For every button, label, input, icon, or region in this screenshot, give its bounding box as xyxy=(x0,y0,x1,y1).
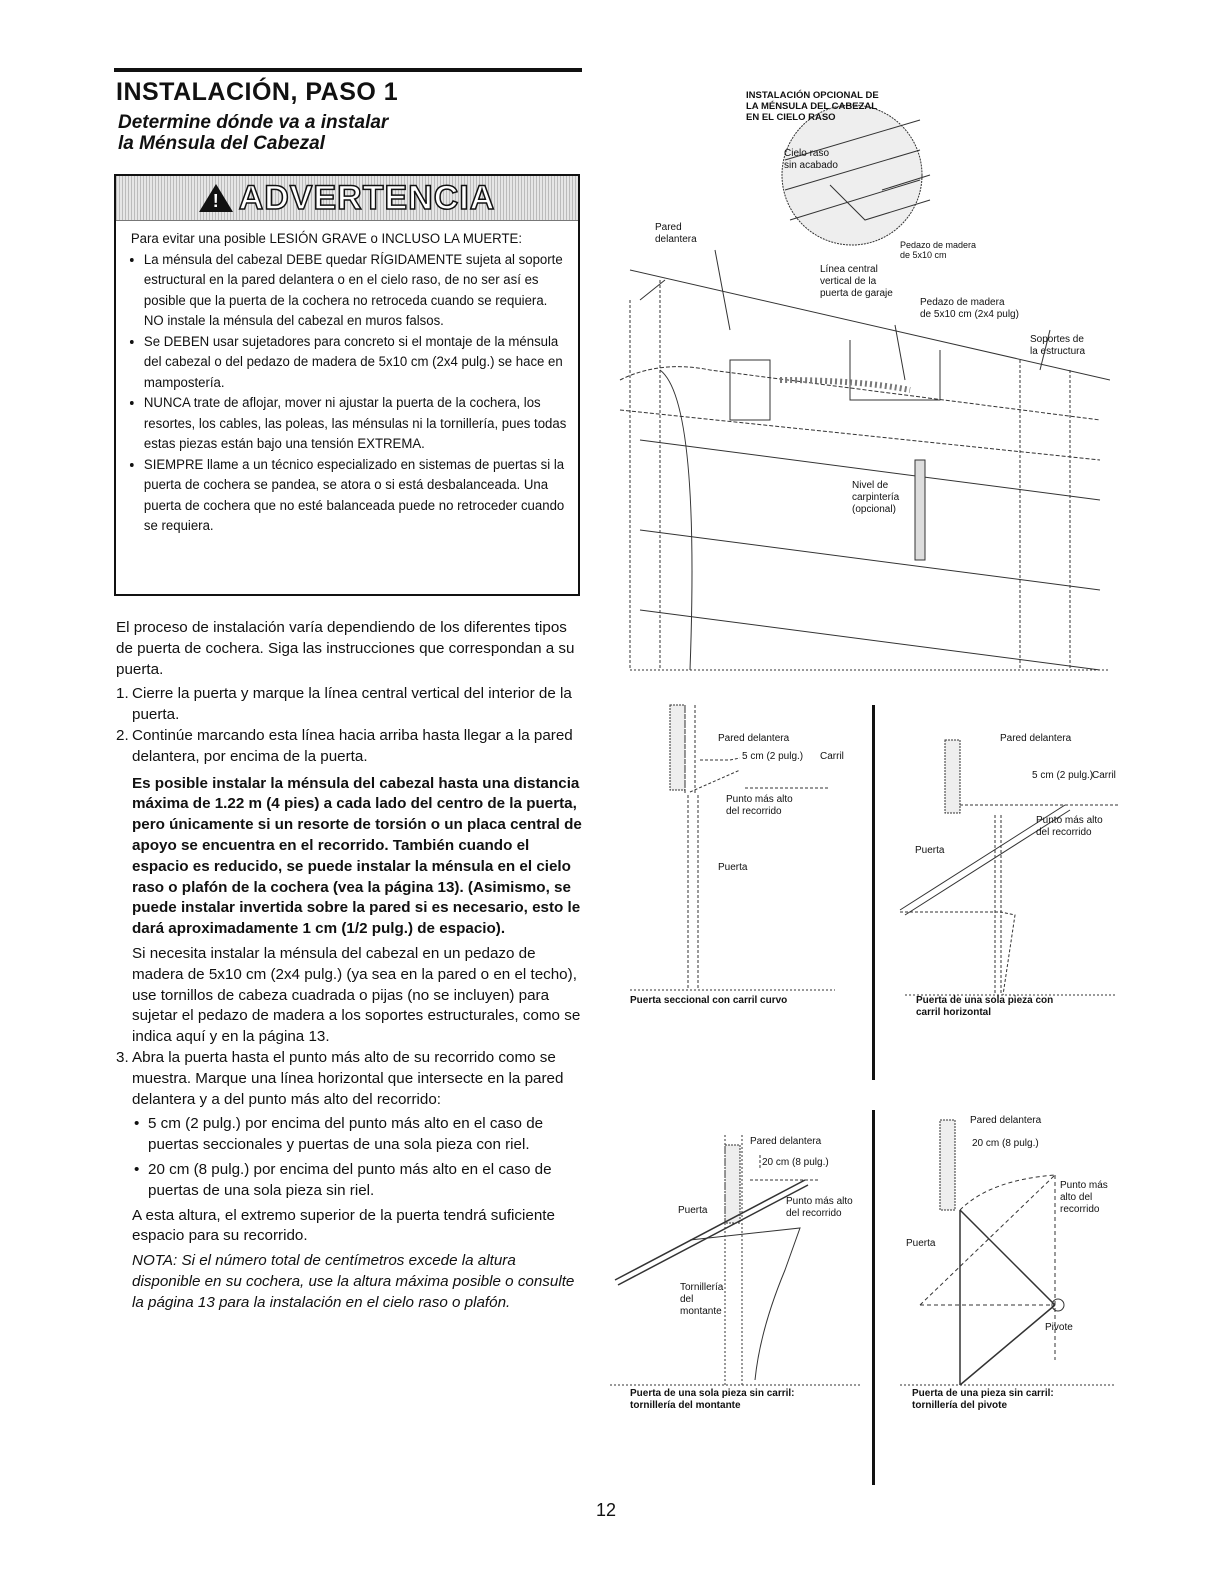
sectional-door-diagram xyxy=(620,700,860,1000)
label-puerta: Puerta xyxy=(906,1238,936,1249)
step-number: 2. xyxy=(116,726,129,744)
step-number: 3. xyxy=(116,1048,129,1066)
step-text: Continúe marcando esta línea hacia arriba hasta llegar a la pared delantera, por encima de la puerta. xyxy=(132,726,573,765)
label-line: Punto más alto xyxy=(726,794,793,805)
bullet: • xyxy=(134,1115,140,1133)
label-line: tornillería del pivote xyxy=(912,1400,1008,1411)
figure-divider xyxy=(872,705,875,1080)
label-line: Soportes de xyxy=(1030,334,1084,345)
warning-item: • La ménsula del cabezal DEBE quedar RÍGIDAMENTE sujeta al soporte estructural en la pared delantera o en el cielo raso, de no ser así es posible que la puerta de la cochera no retroceda cuando se requiera. NO instale la ménsula del cabezal en muros falsos. xyxy=(144,250,568,332)
bullet-item xyxy=(116,1114,586,1156)
label-line: Pedazo de madera xyxy=(900,240,977,250)
label-punto xyxy=(786,1196,853,1220)
page-title: INSTALACIÓN, PASO 1 xyxy=(116,78,399,106)
label-line: Cielo raso xyxy=(784,148,830,159)
subtitle-line: la Ménsula del Cabezal xyxy=(118,133,325,154)
step-text: Abra la puerta hasta el punto más alto de su recorrido como se muestra. Marque una línea horizontal que intersecte en la pared delantera y a del punto más alto del recorrido: xyxy=(132,1048,564,1108)
label-line: Pedazo de madera xyxy=(920,297,1005,308)
label-line: recorrido xyxy=(1060,1204,1100,1215)
label-tornilleria xyxy=(680,1282,723,1318)
label-line: Puerta de una sola pieza sin carril: xyxy=(630,1388,795,1399)
label-line: sin acabado xyxy=(784,160,838,171)
step-2-extra: Si necesita instalar la ménsula del cabezal en un pedazo de madera de 5x10 cm (2x4 pulg.) (ya sea en la pared o en el techo), use tornillos de cabeza cuadrada o pijas (no se incluyen) para sujetar el pedazo de madera a los soportes estructurales, como se indica aquí y en la página 13. xyxy=(132,944,581,1046)
warning-box xyxy=(114,174,580,596)
inset-title xyxy=(746,90,879,123)
label-cielo-raso xyxy=(784,148,838,172)
label-line: la estructura xyxy=(1030,346,1086,357)
label-inset-wood xyxy=(900,240,976,260)
warning-list xyxy=(131,250,568,537)
label-line: de 5x10 cm xyxy=(900,250,947,260)
page-subtitle xyxy=(118,112,388,154)
warning-item: • SIEMPRE llame a un técnico especializado en sistemas de puertas si la puerta de cochera se pandea, se atora o si está desbalanceada. Una puerta de cochera que no esté balanceada puede no retroceder cuando se requiera. xyxy=(144,455,568,537)
label-line: puerta de garaje xyxy=(820,288,893,299)
warning-body xyxy=(116,221,581,537)
label-distance: 5 cm (2 pulg.) xyxy=(742,751,804,762)
warning-header xyxy=(116,176,578,221)
garage-door-illustration xyxy=(600,80,1110,680)
step-2-bold-note: Es posible instalar la ménsula del cabezal hasta una distancia máxima de 1.22 m (4 pies) a cada lado del centro de la puerta, pero únicamente si un resorte de torsión o un placa central de apoyo se encuentra en el recorrido. También cuando el espacio es reducido, se puede instalar la ménsula en el cielo raso o plafón de la cochera (vea la página 13). (Asimismo, se puede instalar invertida sobre la pared si es necesario, esto le dará aproximadamente 1 cm (1/2 pulg.) de espacio). xyxy=(132,774,582,938)
label-line: Puerta de una pieza sin carril: xyxy=(912,1388,1054,1399)
label-pivote: Pivote xyxy=(1045,1322,1073,1333)
step-1 xyxy=(116,684,586,726)
label-pared: Pared delantera xyxy=(750,1136,822,1147)
warning-intro: Para evitar una posible LESIÓN GRAVE o INCLUSO LA MUERTE: xyxy=(130,231,522,247)
label-line: Punto más alto xyxy=(1036,815,1103,826)
warning-triangle-icon xyxy=(199,184,233,212)
label-pedazo-madera xyxy=(920,297,1019,321)
one-piece-pivot-diagram xyxy=(900,1110,1115,1390)
label-line: del xyxy=(680,1294,694,1305)
one-piece-jamb-diagram xyxy=(610,1130,860,1390)
figure-caption xyxy=(630,1388,795,1412)
label-punto xyxy=(1060,1180,1108,1216)
figure-divider xyxy=(872,1110,875,1485)
label-pared: Pared delantera xyxy=(718,733,790,744)
label-pared xyxy=(655,222,697,246)
label-line: Nivel de xyxy=(852,480,889,491)
intro-paragraph: El proceso de instalación varía dependiendo de los diferentes tipos de puerta de cochera. Siga las instrucciones que correspondan a su puerta. xyxy=(116,619,575,678)
note: NOTA: Si el número total de centímetros excede la altura disponible en su cochera, use la altura máxima posible o consulte la página 13 para la instalación en el cielo raso o plafón. xyxy=(132,1252,575,1311)
warning-item: • Se DEBEN usar sujetadores para concreto si el montaje de la ménsula del cabezal o del pedazo de madera de 5x10 cm (2x4 pulg.) se hace en mampostería. xyxy=(144,332,568,394)
label-distance: 20 cm (8 pulg.) xyxy=(972,1138,1039,1149)
label-puerta: Puerta xyxy=(718,862,748,873)
figure-caption xyxy=(912,1388,1054,1412)
subtitle-line: Determine dónde va a instalar xyxy=(118,112,389,133)
label-line: INSTALACIÓN OPCIONAL DE xyxy=(746,90,879,101)
label-line: Punto más alto xyxy=(786,1196,853,1207)
instructions xyxy=(116,618,586,1314)
label-line: del recorrido xyxy=(786,1208,842,1219)
label-linea-central xyxy=(820,264,893,300)
header-rule xyxy=(114,68,582,72)
label-line: tornillería del montante xyxy=(630,1400,741,1411)
label-distance: 20 cm (8 pulg.) xyxy=(762,1157,829,1168)
label-line: Tornillería xyxy=(680,1282,724,1293)
label-soportes xyxy=(1030,334,1085,358)
label-nivel xyxy=(852,480,899,516)
label-line: carril horizontal xyxy=(916,1007,992,1018)
label-line: LA MÉNSULA DEL CABEZAL xyxy=(746,101,878,112)
figure-caption: Puerta seccional con carril curvo xyxy=(630,995,788,1006)
step-number: 1. xyxy=(116,685,129,703)
label-line: EN EL CIELO RASO xyxy=(746,112,836,123)
bullet-text: 5 cm (2 pulg.) por encima del punto más alto en el caso de puertas seccionales y puertas de una sola pieza con riel. xyxy=(148,1115,544,1154)
step-2 xyxy=(116,726,586,768)
label-line: del recorrido xyxy=(726,806,782,817)
label-line: (opcional) xyxy=(852,504,896,515)
label-carril: Carril xyxy=(820,751,844,762)
label-distance: 5 cm (2 pulg.) xyxy=(1032,770,1094,781)
label-carril: Carril xyxy=(1092,770,1116,781)
label-pared: Pared delantera xyxy=(970,1115,1042,1126)
label-line: del recorrido xyxy=(1036,827,1092,838)
step-3-after: A esta altura, el extremo superior de la puerta tendrá suficiente espacio para su recorrido. xyxy=(132,1206,555,1245)
label-line: carpintería xyxy=(852,492,900,503)
step-text: Cierre la puerta y marque la línea central vertical del interior de la puerta. xyxy=(132,685,572,724)
bullet-item xyxy=(116,1160,586,1202)
label-pared: Pared delantera xyxy=(1000,733,1072,744)
warning-heading: ADVERTENCIA xyxy=(238,178,496,217)
step-3 xyxy=(116,1048,586,1110)
bullet-text: 20 cm (8 pulg.) por encima del punto más alto en el caso de puertas de una sola pieza sin riel. xyxy=(148,1160,552,1199)
label-line: alto del xyxy=(1060,1192,1093,1203)
label-punto xyxy=(726,794,793,818)
label-puerta: Puerta xyxy=(678,1205,708,1216)
page-number: 12 xyxy=(596,1500,617,1520)
label-line: montante xyxy=(680,1306,722,1317)
figure-caption xyxy=(916,995,1053,1019)
label-puerta: Puerta xyxy=(915,845,945,856)
warning-item: • NUNCA trate de aflojar, mover ni ajustar la puerta de la cochera, los resortes, los cables, las poleas, las ménsulas ni la tornillería, pues todas estas piezas están bajo una tensión EXTREMA. xyxy=(144,393,568,455)
label-line: Línea central xyxy=(820,264,878,275)
label-line: vertical de la xyxy=(820,276,877,287)
label-line: delantera xyxy=(655,234,697,245)
label-line: Pared xyxy=(655,222,682,233)
bullet: • xyxy=(134,1160,140,1178)
label-line: de 5x10 cm (2x4 pulg) xyxy=(920,309,1019,320)
label-punto xyxy=(1036,815,1103,839)
label-line: Punto más xyxy=(1060,1180,1108,1191)
label-line: Puerta de una sola pieza con xyxy=(916,995,1054,1006)
